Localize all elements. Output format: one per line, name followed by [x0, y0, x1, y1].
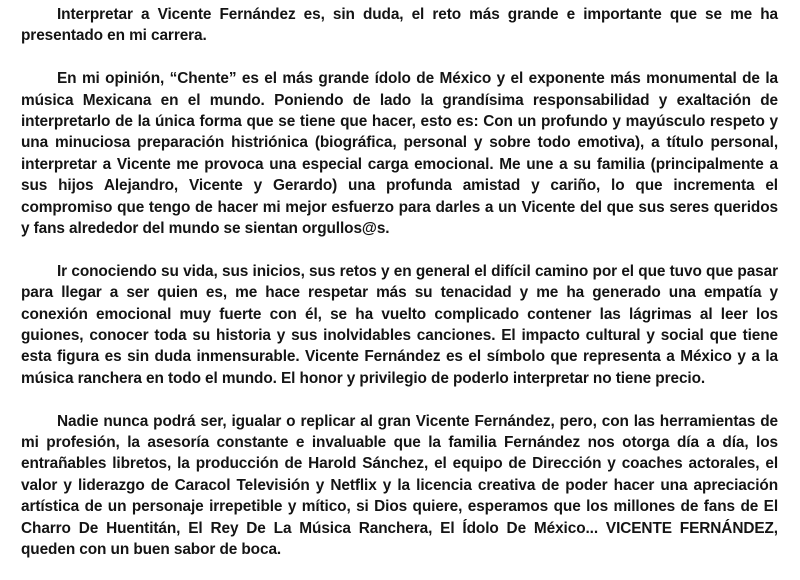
paragraph-life: Ir conociendo su vida, sus inicios, sus retos y en general el difícil camino por el que tuvo que pasar para llegar a ser quien es, me hace respetar más su tenacidad y me ha generado una empatía y conexión emocional muy fuerte con él, se ha vuelto complicado contener las lágrimas al leer los guiones, conocer toda su historia y sus inolvidables canciones. El impacto cultural y social que tiene esta figura es sin duda inmensurable. Vicente Fernández es el símbolo que representa a México y a la música ranchera en todo el mundo. El honor y privilegio de poderlo interpretar no tiene precio.: [21, 262, 778, 387]
paragraph-closing: Nadie nunca podrá ser, igualar o replicar al gran Vicente Fernández, pero, con las herramientas de mi profesión, la asesoría constante e invaluable que la familia Fernández nos otorga día a día, los entrañables libretos, la producción de Harold Sánchez, el equipo de Dirección y coaches actorales, el valor y liderazgo de Caracol Televisión y Netflix y la licencia creativa de poder hacer una apreciación artística de un personaje irrepetible y mítico, si Dios quiere, esperamos que los millones de fans de El Charro De Huentitán, El Rey De La Música Ranchera, El Ídolo De México... VICENTE FERNÁNDEZ, queden con un buen sabor de boca.: [21, 412, 778, 559]
paragraph-opinion: En mi opinión, “Chente” es el más grande ídolo de México y el exponente más monumental de la música Mexicana en el mundo. Poniendo de lado la grandísima responsabilidad y exaltación de interpretarlo de la única forma que se tiene que hacer, esto es: Con un profundo y mayúsculo respeto y una minuciosa preparación histriónica (biográfica, personal y sobre todo emotiva), a título personal, interpretar a Vicente me provoca una especial carga emocional. Me une a su familia (principalmente a sus hijos Alejandro, Vicente y Gerardo) una profunda amistad y cariño, lo que incrementa el compromiso que tengo de hacer mi mejor esfuerzo para darles a un Vicente del que sus seres queridos y fans alrededor del mundo se sientan orgullos@s.: [21, 70, 778, 238]
paragraph-intro: Interpretar a Vicente Fernández es, sin duda, el reto más grande e importante que se me ha presentado en mi carrera.: [21, 6, 778, 45]
